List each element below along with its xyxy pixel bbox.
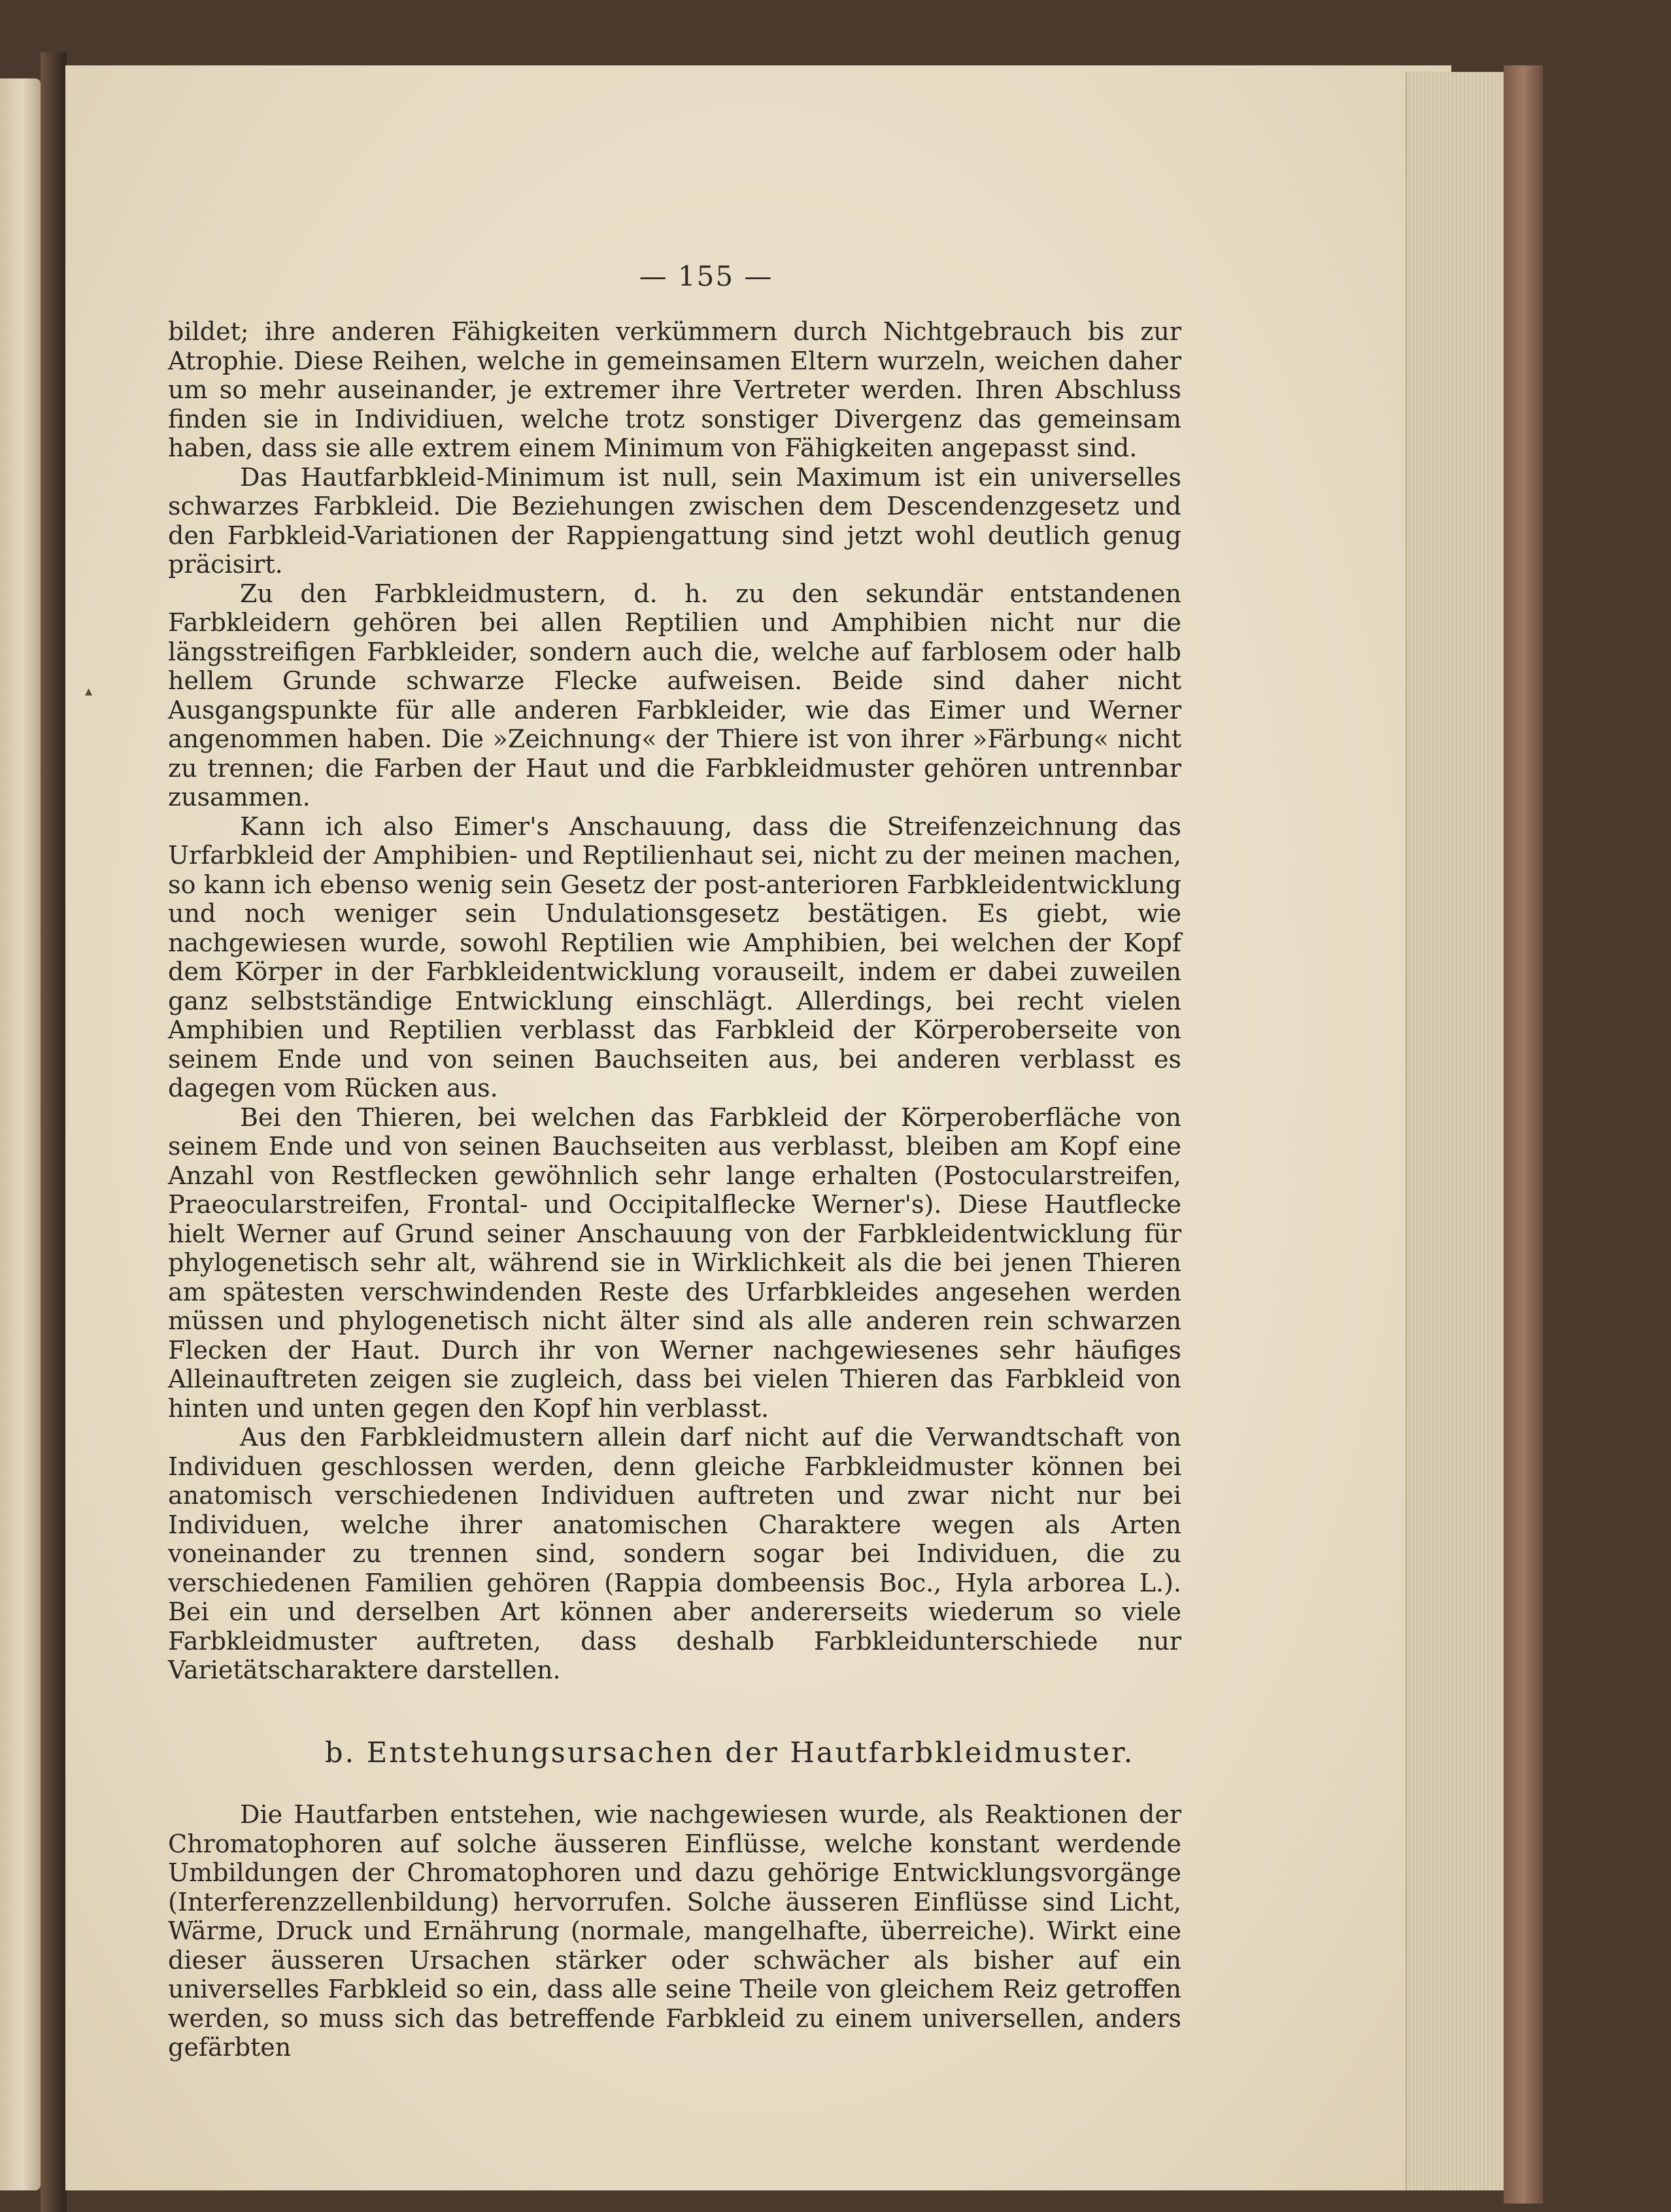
- paragraph: Die Hautfarben entstehen, wie nachgewiesen wurde, als Reaktionen der Chromatophoren auf solche äusseren Einflüsse, welche konstant werdende Umbildungen der Chromatophoren und dazu gehörige Entwicklungsvorgänge (Interferenzzellenbildung) hervorrufen. Solche äusseren Einflüsse sind Licht, Wärme, Druck und Ernährung (normale, mangelhafte, überreiche). Wirkt eine dieser äusseren Ursachen stärker oder schwächer als bisher auf ein universelles Farbkleid so ein, dass alle seine Theile von gleichem Reiz getroffen werden, so muss sich das betreffende Farbkleid zu einem universellen, anders gefärbten: [168, 1800, 1181, 2062]
- paragraph: bildet; ihre anderen Fähigkeiten verkümmern durch Nichtgebrauch bis zur Atrophie. Diese Reihen, welche in gemeinsamen Eltern wurzeln, weichen daher um so mehr auseinander, je extremer ihre Vertreter werden. Ihren Abschluss finden sie in Individiuen, welche trotz sonstiger Divergenz das gemeinsam haben, dass sie alle extrem einem Minimum von Fähigkeiten angepasst sind.: [168, 317, 1181, 462]
- book-gutter: [41, 52, 67, 2212]
- margin-mark: ⸽: [41, 1108, 44, 1124]
- paragraph: Bei den Thieren, bei welchen das Farbkleid der Körperoberfläche von seinem Ende und von seinen Bauchseiten aus verblasst, bleiben am Kopf eine Anzahl von Restflecken gewöhnlich sehr lange erhalten (Postocularstreifen, Praeocularstreifen, Frontal- und Occipitalflecke Werner's). Diese Hautflecke hielt Werner auf Grund seiner Anschauung von der Farbkleidentwicklung für phylogenetisch sehr alt, während sie in Wirklichkeit als die bei jenen Thieren am spätesten verschwindenden Reste des Urfarbkleides angesehen werden müssen und phylogenetisch nicht älter sind als alle anderen rein schwarzen Flecken der Haut. Durch ihr von Werner nachgewiesenes sehr häufiges Alleinauftreten zeigen sie zugleich, dass bei vielen Thieren das Farbkleid von hinten und unten gegen den Kopf hin verblasst.: [168, 1102, 1181, 1423]
- book-cover-edge: [1504, 65, 1543, 2203]
- left-page-edge: [0, 78, 41, 2190]
- margin-mark: ▴: [85, 683, 93, 700]
- section-heading: b. Entstehungsursachen der Hautfarbkleidmuster.: [325, 1736, 1135, 1769]
- paragraph: Aus den Farbkleidmustern allein darf nicht auf die Verwandtschaft von Individuen geschlossen werden, denn gleiche Farbkleidmuster können bei anatomisch verschiedenen Individuen auftreten und zwar nicht nur bei Individuen, welche ihrer anatomischen Charaktere wegen als Arten voneinander zu trennen sind, sondern sogar bei Individuen, die zu verschiedenen Familien gehören (Rappia dombeensis Boc., Hyla arborea L.). Bei ein und derselben Art können aber andererseits wiederum so viele Farbkleidmuster auftreten, dass deshalb Farbkleidunterschiede nur Varietätscharaktere darstellen.: [168, 1423, 1181, 1684]
- paragraph: Zu den Farbkleidmustern, d. h. zu den sekundär entstandenen Farbkleidern gehören bei allen Reptilien und Amphibien nicht nur die längsstreifigen Farbkleider, sondern auch die, welche auf farblosem oder halb hellem Grunde schwarze Flecke aufweisen. Beide sind daher nicht Ausgangspunkte für alle anderen Farbkleider, wie das Eimer und Werner angenommen haben. Die »Zeichnung« der Thiere ist von ihrer »Färbung« nicht zu trennen; die Farben der Haut und die Farbkleidmuster gehören untrennbar zusammen.: [168, 579, 1181, 811]
- paragraph: Das Hautfarbkleid-Minimum ist null, sein Maximum ist ein universelles schwarzes Farbkleid. Die Beziehungen zwischen dem Descendenzgesetz und den Farbkleid-Variationen der Rappiengattung sind jetzt wohl deutlich genug präcisirt.: [168, 462, 1181, 579]
- paragraph: Kann ich also Eimer's Anschauung, dass die Streifenzeichnung das Urfarbkleid der Amphibien- und Reptilienhaut sei, nicht zu der meinen machen, so kann ich ebenso wenig sein Gesetz der post-anterioren Farbkleidentwicklung und noch weniger sein Undulationsgesetz bestätigen. Es giebt, wie nachgewiesen wurde, sowohl Reptilien wie Amphibien, bei welchen der Kopf dem Körper in der Farbkleidentwicklung vorauseilt, indem er dabei zuweilen ganz selbstständige Entwicklung einschlägt. Allerdings, bei recht vielen Amphibien und Reptilien verblasst das Farbkleid der Körperoberseite von seinem Ende und von seinen Bauchseiten aus, bei anderen verblasst es dagegen vom Rücken aus.: [168, 811, 1181, 1102]
- page-number: — 155 —: [639, 260, 773, 292]
- page-block-edges: [1406, 72, 1505, 2190]
- body-text: [168, 317, 1181, 2062]
